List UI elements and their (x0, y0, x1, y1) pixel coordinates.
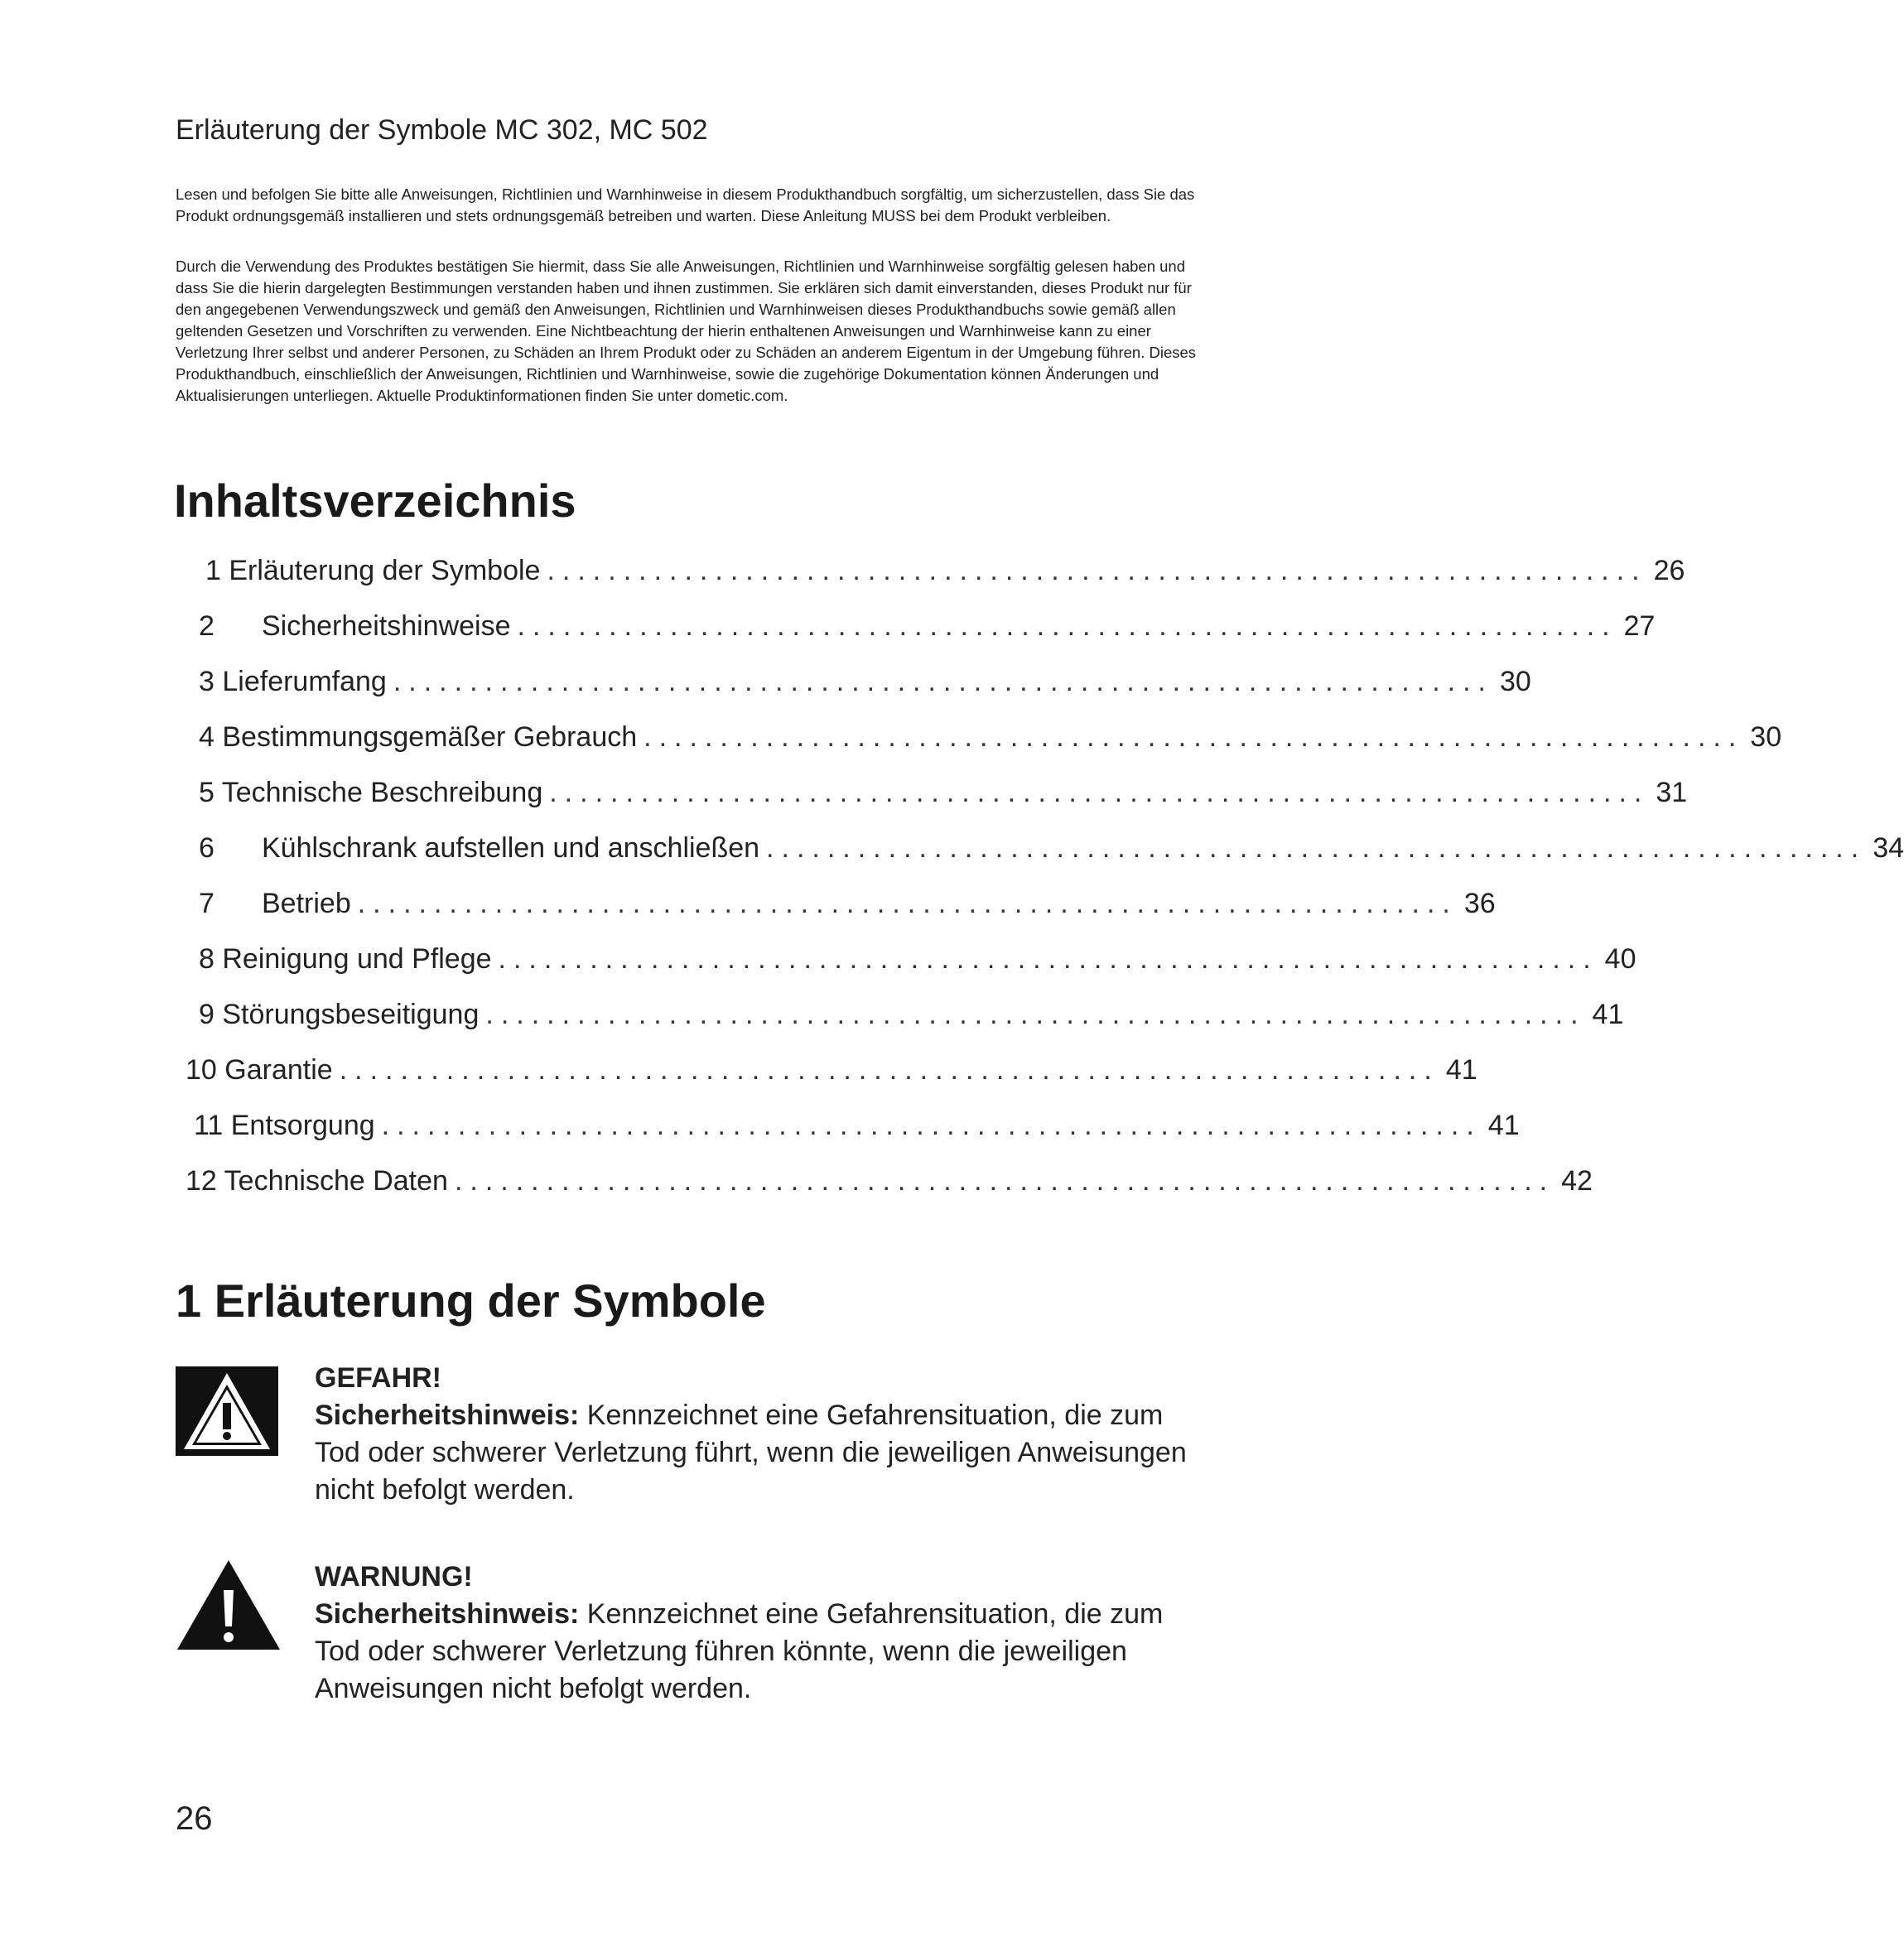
toc-entry-number: 9 (199, 999, 215, 1030)
toc-entry-title: Kühlschrank aufstellen und anschließen (262, 832, 760, 864)
danger-lead: Sicherheitshinweis: (315, 1400, 580, 1431)
toc-entry-title: Bestimmungsgemäßer Gebrauch (222, 721, 638, 753)
toc-leader-dots: ........................................................................ (381, 1110, 1482, 1141)
toc-entry-page: 41 (1592, 999, 1624, 1030)
toc-entry-page: 40 (1604, 943, 1636, 975)
toc-entry-page: 41 (1445, 1054, 1477, 1086)
toc-entry-number: 6 (199, 832, 215, 864)
toc-leader-dots: ........................................................................ (766, 832, 1867, 864)
toc-leader-dots: ........................................................................ (339, 1054, 1439, 1086)
toc-entry[interactable] (199, 888, 1496, 924)
toc-entry[interactable] (199, 943, 1636, 980)
toc-entry-title: Betrieb (262, 888, 351, 919)
toc-entry-title: Störungsbeseitigung (222, 999, 480, 1030)
toc-entry-title: Sicherheitshinweise (262, 610, 511, 642)
toc-entry-page: 26 (1653, 555, 1685, 586)
danger-notice (315, 1360, 1209, 1509)
toc-entry-page: 27 (1623, 610, 1656, 642)
toc-entry[interactable] (199, 832, 1904, 869)
toc-entry-page: 42 (1561, 1165, 1593, 1197)
running-title: Erläuterung der Symbole MC 302, MC 502 (176, 114, 708, 146)
toc-entry-title: Technische Daten (224, 1165, 448, 1197)
warning-lead: Sicherheitshinweis: (315, 1598, 580, 1630)
toc-entry-number: 12 (186, 1165, 217, 1197)
toc-entry-title: Entsorgung (230, 1110, 375, 1141)
toc-entry[interactable] (199, 777, 1688, 813)
toc-leader-dots: ........................................................................ (357, 888, 1458, 919)
toc-entry-number: 1 (205, 555, 221, 586)
toc-entry-page: 30 (1750, 721, 1782, 753)
toc-entry-page: 34 (1873, 832, 1904, 864)
toc-leader-dots: ........................................................................ (485, 999, 1586, 1030)
intro-paragraph-2: Durch die Verwendung des Produktes bestätigen Sie hiermit, dass Sie alle Anweisungen, Richtlinien und Warnhinweise sorgfältig gelesen haben und dass Sie die hierin dargelegten Bestimmungen verstanden haben und ihnen zustimmen. Sie erklären sich damit einverstanden, dieses Produkt nur für den angegebenen Verwendungszweck und gemäß den Anweisungen, Richtlinien und Warnhinweisen dieses Produkthandbuchs sowie gemäß allen geltenden Gesetzen und Vorschriften zu verwenden. Eine Nichtbeachtung der hierin enthaltenen Anweisungen und Warnhinweise kann zu einer Verletzung Ihrer selbst und anderer Personen, zu Schäden an Ihrem Produkt oder zu Schäden an anderem Eigentum in der Umgebung führen. Dieses Produkthandbuch, einschließlich der Anweisungen, Richtlinien und Warnhinweise, sowie die zugehörige Dokumentation können Änderungen und Aktualisierungen unterliegen. Aktuelle Produktinformationen finden Sie unter dometic.com. (176, 258, 1197, 404)
toc-leader-dots: ........................................................................ (517, 610, 1617, 642)
toc-leader-dots: ........................................................................ (547, 555, 1647, 586)
toc-entry-number: 4 (199, 721, 215, 753)
danger-warning-sign-icon (176, 1366, 278, 1456)
toc-entry-title: Reinigung und Pflege (222, 943, 492, 975)
warning-signal-word: WARNUNG! (315, 1561, 473, 1592)
toc-entry-number: 7 (199, 888, 215, 919)
toc-entry-title: Erläuterung der Symbole (229, 555, 541, 586)
toc-entry-number: 3 (199, 666, 215, 697)
toc-entry[interactable] (199, 610, 1656, 647)
toc-entry-page: 41 (1487, 1110, 1520, 1141)
toc-entry[interactable] (199, 666, 1531, 702)
toc-entry-number: 5 (199, 777, 215, 808)
toc-entry[interactable] (186, 1054, 1477, 1091)
toc-entry-number: 2 (199, 610, 215, 642)
warning-triangle-icon (176, 1559, 282, 1651)
toc-entry[interactable] (199, 721, 1782, 758)
toc-entry-title: Garantie (224, 1054, 333, 1086)
toc-entry-title: Technische Beschreibung (221, 777, 543, 808)
warning-text: Kennzeichnet eine Gefahrensituation, die zum Tod oder schwerer Verletzung führen könnte, wenn die jeweiligen Anweisungen nicht befolgt werden. (315, 1598, 1164, 1704)
toc-leader-dots: ........................................................................ (549, 777, 1650, 808)
danger-signal-word: GEFAHR! (315, 1362, 441, 1394)
toc-heading: Inhaltsverzeichnis (174, 475, 576, 527)
section-heading: 1 Erläuterung der Symbole (176, 1274, 766, 1327)
danger-text: Kennzeichnet eine Gefahrensituation, die zum Tod oder schwerer Verletzung führt, wenn die jeweiligen Anweisungen nicht befolgt werden. (315, 1400, 1187, 1506)
toc-entry-number: 8 (199, 943, 215, 975)
toc-entry[interactable] (186, 1165, 1593, 1202)
warning-notice (315, 1559, 1209, 1708)
toc-entry-page: 31 (1656, 777, 1688, 808)
toc-entry[interactable] (199, 999, 1624, 1035)
toc-entry-number: 11 (194, 1110, 224, 1141)
toc-leader-dots: ........................................................................ (393, 666, 1493, 697)
toc-entry[interactable] (205, 555, 1685, 591)
toc-leader-dots: ........................................................................ (644, 721, 1744, 753)
toc-entry-title: Lieferumfang (222, 666, 387, 697)
toc-entry[interactable] (194, 1110, 1520, 1146)
toc-leader-dots: ........................................................................ (498, 943, 1598, 975)
toc-entry-number: 10 (186, 1054, 217, 1086)
intro-paragraph-1: Lesen und befolgen Sie bitte alle Anweisungen, Richtlinien und Warnhinweise in diesem Produkthandbuch sorgfältig, um sicherzustellen, dass Sie das Produkt ordnungsgemäß installieren und stets ordnungsgemäß betreiben und warten. Diese Anleitung MUSS bei dem Produkt verbleiben. (176, 186, 1195, 224)
page-number: 26 (176, 1800, 213, 1837)
toc-leader-dots: ........................................................................ (454, 1165, 1555, 1197)
toc-entry-page: 36 (1463, 888, 1496, 919)
toc-entry-page: 30 (1499, 666, 1531, 697)
